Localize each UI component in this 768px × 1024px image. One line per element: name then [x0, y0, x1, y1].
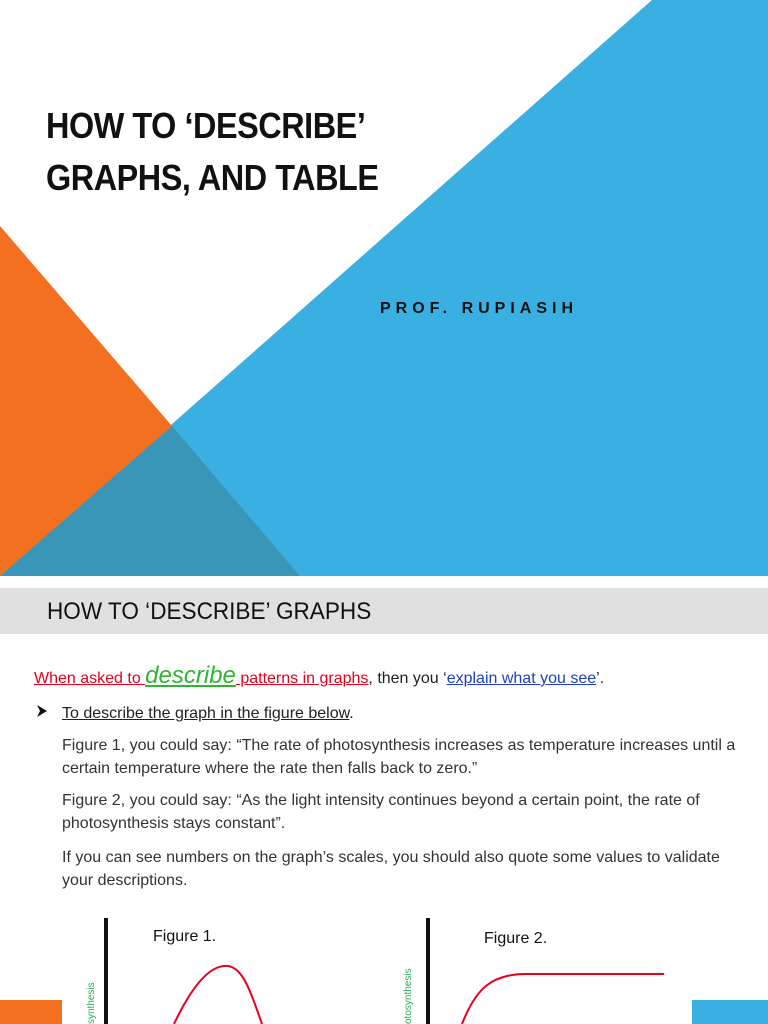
figure1-label: Figure 1. — [153, 928, 217, 945]
intro-red-text: When asked to — [34, 670, 146, 687]
describe-word: describe — [145, 662, 236, 689]
header-band — [0, 588, 768, 634]
intro-blue-text: explain what you see — [446, 670, 597, 687]
title-line-2: GRAPHS, AND TABLE — [46, 157, 379, 198]
orange-corner-accent — [0, 1000, 62, 1024]
intro-red-text-2: patterns in graphs — [235, 670, 369, 687]
figure2-axis-label: otosynthesis — [403, 968, 414, 1024]
bullet-item — [36, 704, 354, 723]
intro-middle-text: , then you ‘ — [368, 670, 447, 687]
slide-heading: HOW TO ‘DESCRIBE’ GRAPHS — [47, 598, 372, 625]
arrow-bullet-icon — [36, 704, 62, 723]
bullet-period: . — [349, 705, 354, 722]
bullet-text: To describe the graph in the figure below — [62, 705, 350, 722]
slide-title — [46, 100, 379, 204]
slide-subtitle: PROF. RUPIASIH — [380, 300, 579, 317]
intro-end-text: ’. — [596, 670, 605, 687]
title-line-1: HOW TO ‘DESCRIBE’ — [46, 105, 366, 146]
figure1-description: Figure 1, you could say: “The rate of photosynthesis increases as temperature increases until a certain temperature where the rate then falls back to zero.” — [62, 737, 736, 777]
figure2-curve — [456, 966, 666, 1024]
content-slide — [0, 576, 768, 1024]
values-description: If you can see numbers on the graph’s scales, you should also quote some values to validate your descriptions. — [62, 849, 720, 889]
figure2-y-axis — [426, 918, 430, 1024]
figure1-curve — [170, 956, 270, 1024]
blue-corner-accent — [692, 1000, 768, 1024]
figure2-label: Figure 2. — [484, 930, 548, 947]
figure2-description: Figure 2, you could say: “As the light intensity continues beyond a certain point, the rate of photosynthesis stays constant”. — [62, 792, 700, 832]
figure1-y-axis — [104, 918, 108, 1024]
intro-paragraph — [34, 662, 754, 690]
figure1-axis-label: synthesis — [86, 982, 97, 1024]
